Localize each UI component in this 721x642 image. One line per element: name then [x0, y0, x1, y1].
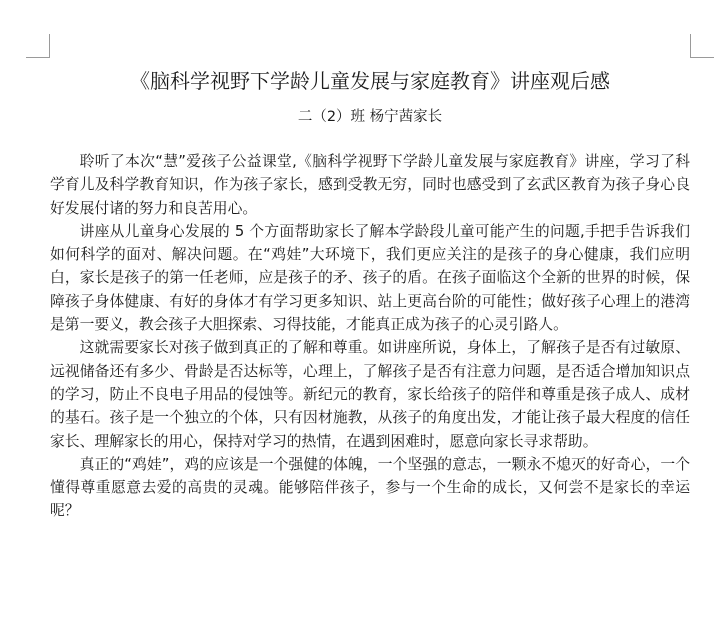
crop-mark-top-left	[26, 57, 50, 58]
paragraph: 聆听了本次“慧”爱孩子公益课堂,《脑科学视野下学龄儿童发展与家庭教育》讲座，学习了科学育儿及科学教育知识，作为孩子家长，感到受教无穷，同时也感受到了玄武区教育为孩子身心良好发展付诸的努力和良苦用心。	[50, 153, 690, 217]
crop-mark-top-right	[690, 57, 714, 58]
paragraph: 讲座从儿童身心发展的 5 个方面帮助家长了解本学龄段儿童可能产生的问题,手把手告诉我们如何科学的面对、解决问题。在“鸡娃”大环境下，我们更应关注的是孩子的身心健康，我们应明白，家长是孩子的第一任老师，应是孩子的矛、孩子的盾。在孩子面临这个全新的世界的时候，保障孩子身体健康、有好的身体才有学习更多知识、站上更高台阶的可能性；做好孩子心理上的港湾是第一要义，教会孩子大胆探索、习得技能，才能真正成为孩子的心灵引路人。	[50, 222, 690, 334]
crop-mark-top-right	[690, 34, 691, 58]
author-line: 二（2）班 杨宁茜家长	[297, 109, 443, 125]
document-title: 《脑科学视野下学龄儿童发展与家庭教育》讲座观后感	[130, 69, 610, 93]
paragraph: 这就需要家长对孩子做到真正的了解和尊重。如讲座所说，身体上，了解孩子是否有过敏原、远视储备还有多少、骨龄是否达标等，心理上，了解孩子是否有注意力问题，是否适合增加知识点的学习，防止不良电子用品的侵蚀等。新纪元的教育，家长给孩子的陪伴和尊重是孩子成人、成材的基石。孩子是一个独立的个体，只有因材施教，从孩子的角度出发，才能让孩子最大程度的信任家长、理解家长的用心，保持对学习的热情，在遇到困难时，愿意向家长寻求帮助。	[50, 339, 690, 450]
crop-mark-top-left	[49, 34, 50, 58]
paragraph: 真正的“鸡娃”，鸡的应该是一个强健的体魄，一个坚强的意志，一颗永不熄灭的好奇心，一个懂得尊重愿意去爱的高贵的灵魂。能够陪伴孩子，参与一个生命的成长，又何尝不是家长的幸运呢？	[50, 455, 690, 520]
document-body	[50, 150, 690, 523]
